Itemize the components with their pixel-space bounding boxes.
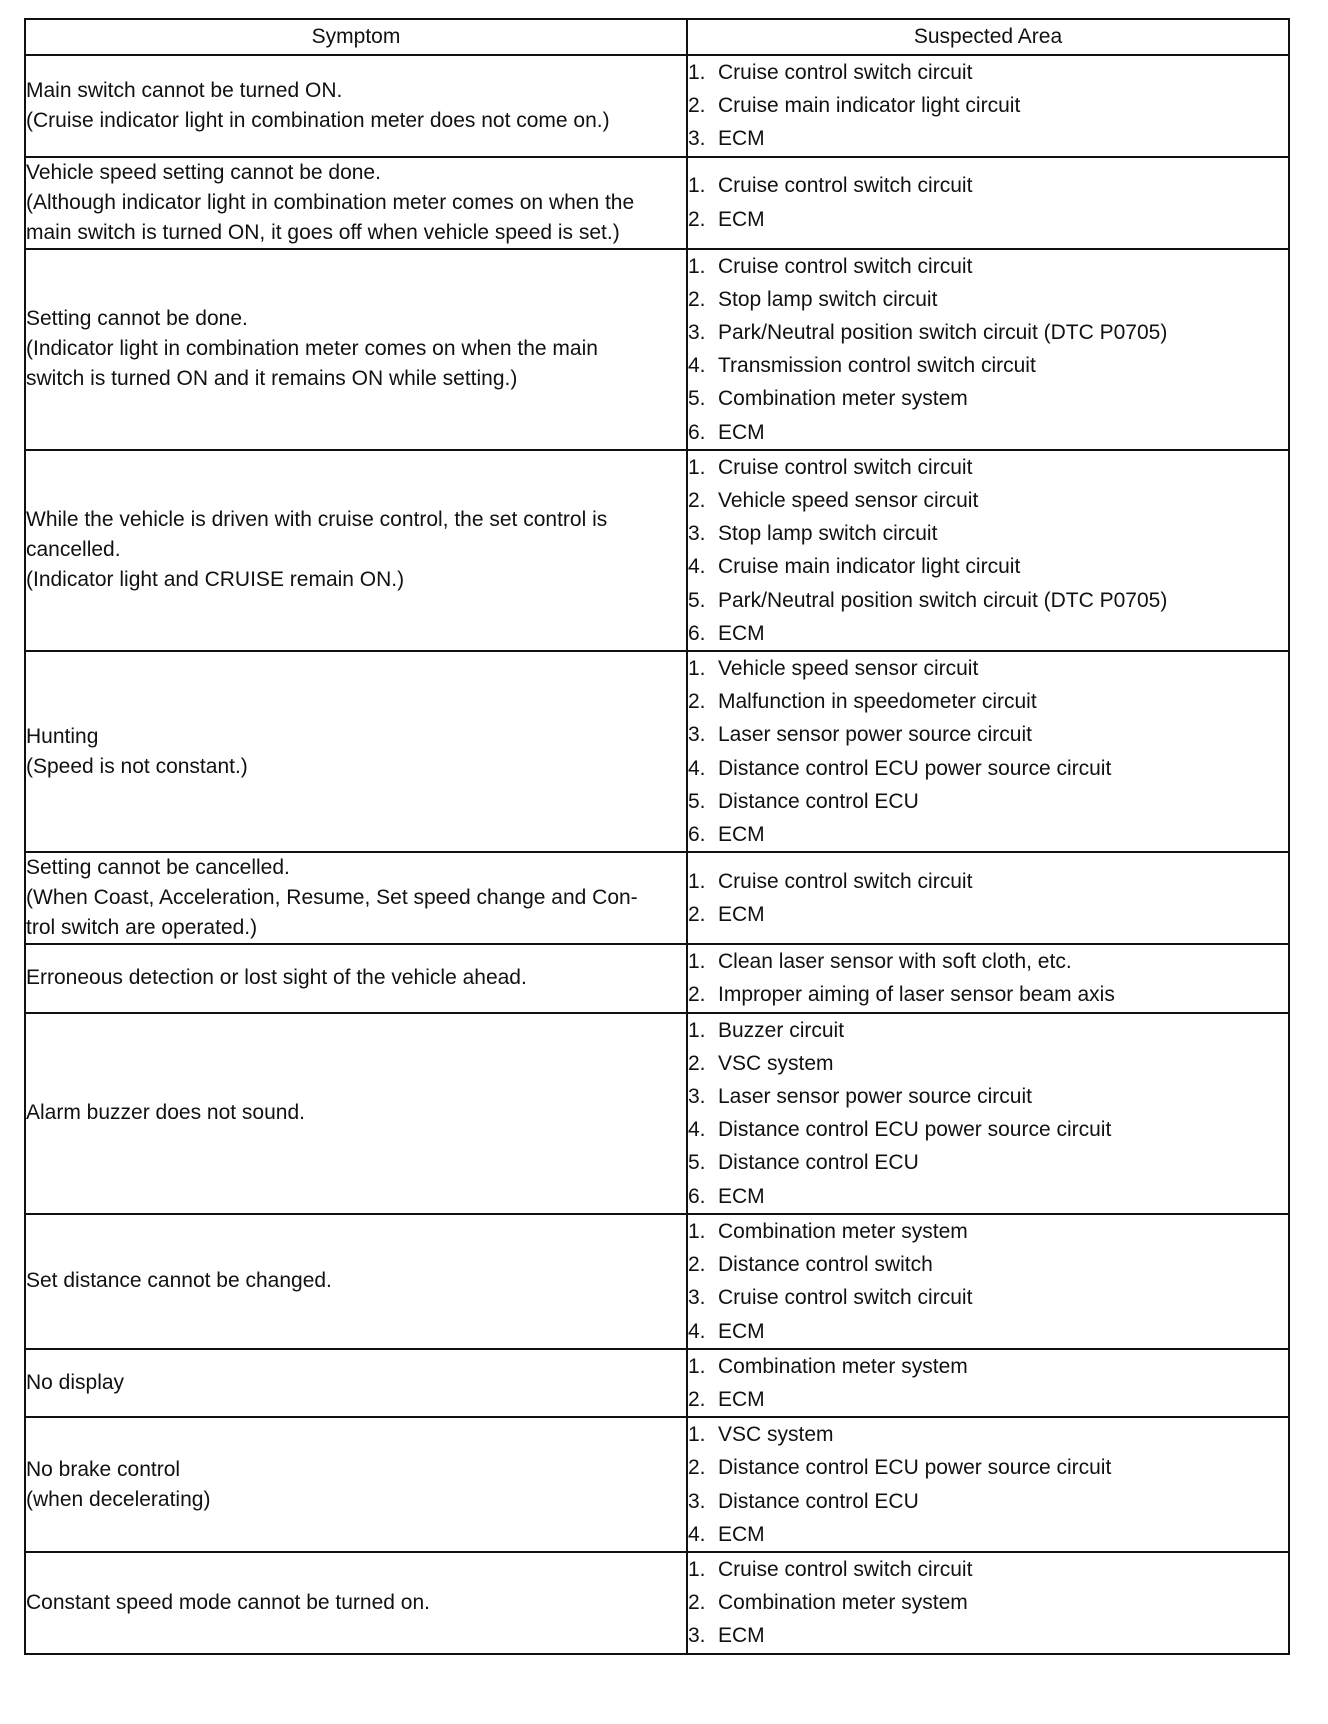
suspected-area-item [688,1553,1288,1586]
symptom-text: (When Coast, Acceleration, Resume, Set speed change and Con- [26,886,638,910]
item-number: 1. [688,61,706,84]
symptom-cell [25,1214,687,1349]
symptom-header: Symptom [25,19,687,55]
item-number: 2. [688,1387,706,1411]
item-text: Combination meter system [718,387,968,411]
item-text: ECM [718,823,765,847]
suspected-area-item [688,584,1288,617]
item-text: Distance control ECU power source circuit [718,756,1112,780]
symptom-cell [25,450,687,651]
item-text: ECM [718,1387,765,1411]
item-text: Stop lamp switch circuit [718,287,938,311]
symptom-cell [25,1013,687,1214]
item-text: Cruise control switch circuit [718,870,973,894]
symptom-cell [25,852,687,944]
suspected-area-item [688,89,1288,122]
symptom-cell [25,1417,687,1552]
symptom-cell [25,1349,687,1417]
item-number: 2. [688,207,706,231]
item-text: ECM [718,621,765,645]
symptom-text: Setting cannot be cancelled. [26,856,290,880]
suspected-area-header: Suspected Area [687,19,1289,55]
symptom-text: Vehicle speed setting cannot be done. [26,160,381,184]
suspected-area-item [688,203,1288,236]
symptom-text: No brake control [26,1457,181,1481]
item-number: 3. [688,1489,706,1513]
item-number: 1. [688,870,706,894]
item-text: Transmission control switch circuit [718,354,1036,378]
suspected-area-item [688,1383,1288,1416]
suspected-area-item [688,1281,1288,1314]
item-text: ECM [718,420,765,444]
symptom-text: switch is turned ON and it remains ON while setting.) [26,367,518,391]
suspected-area-item [688,718,1288,751]
item-text: Cruise control switch circuit [718,1557,973,1581]
item-number: 5. [688,789,706,813]
suspected-area-item [688,785,1288,818]
suspected-area-cell [687,450,1289,651]
table-row [25,249,1289,450]
item-number: 4. [688,1522,706,1546]
suspected-area-item [688,1080,1288,1113]
suspected-area-item [688,1215,1288,1248]
item-number: 5. [688,387,706,411]
table-row [25,1214,1289,1349]
suspected-area-item [688,1451,1288,1484]
item-text: Cruise main indicator light circuit [718,94,1021,118]
symptom-text: main switch is turned ON, it goes off when vehicle speed is set.) [26,220,620,244]
item-text: Cruise control switch circuit [718,254,973,278]
suspected-area-cell [687,249,1289,450]
item-text: Combination meter system [718,1354,968,1378]
symptom-text: Setting cannot be done. [26,307,248,331]
symptom-text: While the vehicle is driven with cruise control, the set control is [26,508,608,532]
item-text: Laser sensor power source circuit [718,1085,1032,1109]
item-number: 6. [688,621,706,645]
item-number: 3. [688,522,706,546]
suspected-area-item [688,416,1288,449]
suspected-area-item [688,451,1288,484]
item-number: 1. [688,1423,706,1447]
item-number: 1. [688,1354,706,1378]
item-text: Distance control ECU [718,1151,919,1175]
suspected-area-item [688,898,1288,931]
symptom-text: Constant speed mode cannot be turned on. [26,1590,430,1614]
item-text: Distance control ECU [718,789,919,813]
suspected-area-item [688,1418,1288,1451]
item-text: Improper aiming of laser sensor beam axis [718,983,1115,1007]
item-text: Laser sensor power source circuit [718,723,1032,747]
item-number: 4. [688,354,706,378]
item-number: 1. [688,455,706,479]
table-row [25,1013,1289,1214]
table-row [25,852,1289,944]
item-number: 3. [688,1624,706,1648]
suspected-area-item [688,56,1288,89]
item-text: Clean laser sensor with soft cloth, etc. [718,950,1072,974]
symptom-text: No display [26,1370,125,1394]
suspected-area-item [688,283,1288,316]
symptom-cell [25,651,687,852]
table-row [25,1349,1289,1417]
suspected-area-cell [687,1214,1289,1349]
item-number: 5. [688,588,706,612]
item-number: 1. [688,1557,706,1581]
item-number: 5. [688,1151,706,1175]
suspected-area-item [688,1586,1288,1619]
item-text: ECM [718,903,765,927]
table-row [25,1417,1289,1552]
item-number: 1. [688,1219,706,1243]
symptom-text: trol switch are operated.) [26,916,258,940]
item-number: 2. [688,983,706,1007]
suspected-area-item [688,517,1288,550]
symptom-text: Main switch cannot be turned ON. [26,78,343,102]
troubleshooting-table [24,18,1290,1655]
item-number: 4. [688,555,706,579]
item-text: Distance control ECU power source circuit [718,1118,1112,1142]
suspected-area-item [688,617,1288,650]
suspected-area-item [688,1014,1288,1047]
suspected-area-item [688,1485,1288,1518]
item-number: 1. [688,1018,706,1042]
item-number: 1. [688,174,706,198]
item-text: Cruise main indicator light circuit [718,555,1021,579]
symptom-cell [25,157,687,249]
suspected-area-item [688,1350,1288,1383]
item-text: ECM [718,207,765,231]
item-number: 4. [688,756,706,780]
symptom-text: (Indicator light and CRUISE remain ON.) [26,568,405,592]
item-number: 2. [688,287,706,311]
suspected-area-item [688,1146,1288,1179]
suspected-area-item [688,1619,1288,1652]
table-row [25,651,1289,852]
header-row [25,19,1289,55]
suspected-area-item [688,122,1288,155]
item-text: Distance control ECU [718,1489,919,1513]
item-number: 2. [688,903,706,927]
symptom-text: (Speed is not constant.) [26,754,248,778]
suspected-area-item [688,1113,1288,1146]
item-number: 2. [688,489,706,513]
symptom-text: (when decelerating) [26,1487,211,1511]
suspected-area-item [688,1180,1288,1213]
suspected-area-item [688,818,1288,851]
table-row [25,1552,1289,1654]
symptom-cell [25,55,687,157]
symptom-cell [25,249,687,450]
item-number: 2. [688,1253,706,1277]
suspected-area-cell [687,1349,1289,1417]
suspected-area-cell [687,852,1289,944]
item-text: Cruise control switch circuit [718,174,973,198]
item-number: 1. [688,254,706,278]
suspected-area-item [688,250,1288,283]
suspected-area-item [688,550,1288,583]
item-text: Park/Neutral position switch circuit (DTC P0705) [718,588,1168,612]
item-text: Stop lamp switch circuit [718,522,938,546]
symptom-text: Set distance cannot be changed. [26,1269,332,1293]
item-text: Vehicle speed sensor circuit [718,489,979,513]
item-text: VSC system [718,1051,834,1075]
suspected-area-item [688,752,1288,785]
item-text: Distance control switch [718,1253,933,1277]
suspected-area-item [688,169,1288,202]
symptom-cell [25,1552,687,1654]
table-row [25,157,1289,249]
table-row [25,55,1289,157]
symptom-cell [25,944,687,1012]
item-number: 6. [688,420,706,444]
suspected-area-item [688,316,1288,349]
item-text: Cruise control switch circuit [718,1286,973,1310]
item-number: 2. [688,94,706,118]
item-text: Combination meter system [718,1591,968,1615]
suspected-area-cell [687,944,1289,1012]
suspected-area-item [688,1248,1288,1281]
suspected-area-item [688,865,1288,898]
item-text: Cruise control switch circuit [718,61,973,84]
suspected-area-item [688,349,1288,382]
suspected-area-cell [687,1013,1289,1214]
item-text: Buzzer circuit [718,1018,845,1042]
item-number: 6. [688,823,706,847]
suspected-area-item [688,1518,1288,1551]
item-text: Park/Neutral position switch circuit (DTC P0705) [718,321,1168,345]
item-text: Malfunction in speedometer circuit [718,690,1037,714]
suspected-area-cell [687,651,1289,852]
item-number: 2. [688,1456,706,1480]
table-row [25,450,1289,651]
item-text: VSC system [718,1423,834,1447]
item-text: Vehicle speed sensor circuit [718,657,979,681]
item-number: 2. [688,1591,706,1615]
suspected-area-cell [687,1417,1289,1552]
item-number: 3. [688,127,706,151]
suspected-area-item [688,484,1288,517]
suspected-area-item [688,685,1288,718]
suspected-area-cell [687,1552,1289,1654]
symptom-text: Hunting [26,724,99,748]
item-text: Cruise control switch circuit [718,455,973,479]
item-number: 3. [688,321,706,345]
item-number: 3. [688,723,706,747]
item-number: 4. [688,1118,706,1142]
suspected-area-item [688,945,1288,978]
item-number: 2. [688,1051,706,1075]
item-text: ECM [718,1624,765,1648]
table-row [25,944,1289,1012]
symptom-text: cancelled. [26,538,121,562]
item-number: 1. [688,657,706,681]
item-number: 2. [688,690,706,714]
item-number: 1. [688,950,706,974]
symptom-text: Erroneous detection or lost sight of the vehicle ahead. [26,966,527,990]
item-text: ECM [718,1184,765,1208]
item-text: ECM [718,127,765,151]
symptom-text: (Indicator light in combination meter comes on when the main [26,337,598,361]
item-text: ECM [718,1319,765,1343]
suspected-area-item [688,652,1288,685]
symptom-text: (Cruise indicator light in combination meter does not come on.) [26,108,610,132]
item-text: Combination meter system [718,1219,968,1243]
item-number: 3. [688,1286,706,1310]
item-text: Distance control ECU power source circuit [718,1456,1112,1480]
suspected-area-item [688,382,1288,415]
symptom-text: (Although indicator light in combination meter comes on when the [26,190,635,214]
suspected-area-item [688,1315,1288,1348]
symptom-text: Alarm buzzer does not sound. [26,1101,305,1125]
item-number: 3. [688,1085,706,1109]
suspected-area-item [688,1047,1288,1080]
item-text: ECM [718,1522,765,1546]
suspected-area-cell [687,55,1289,157]
suspected-area-cell [687,157,1289,249]
item-number: 4. [688,1319,706,1343]
suspected-area-item [688,978,1288,1011]
item-number: 6. [688,1184,706,1208]
